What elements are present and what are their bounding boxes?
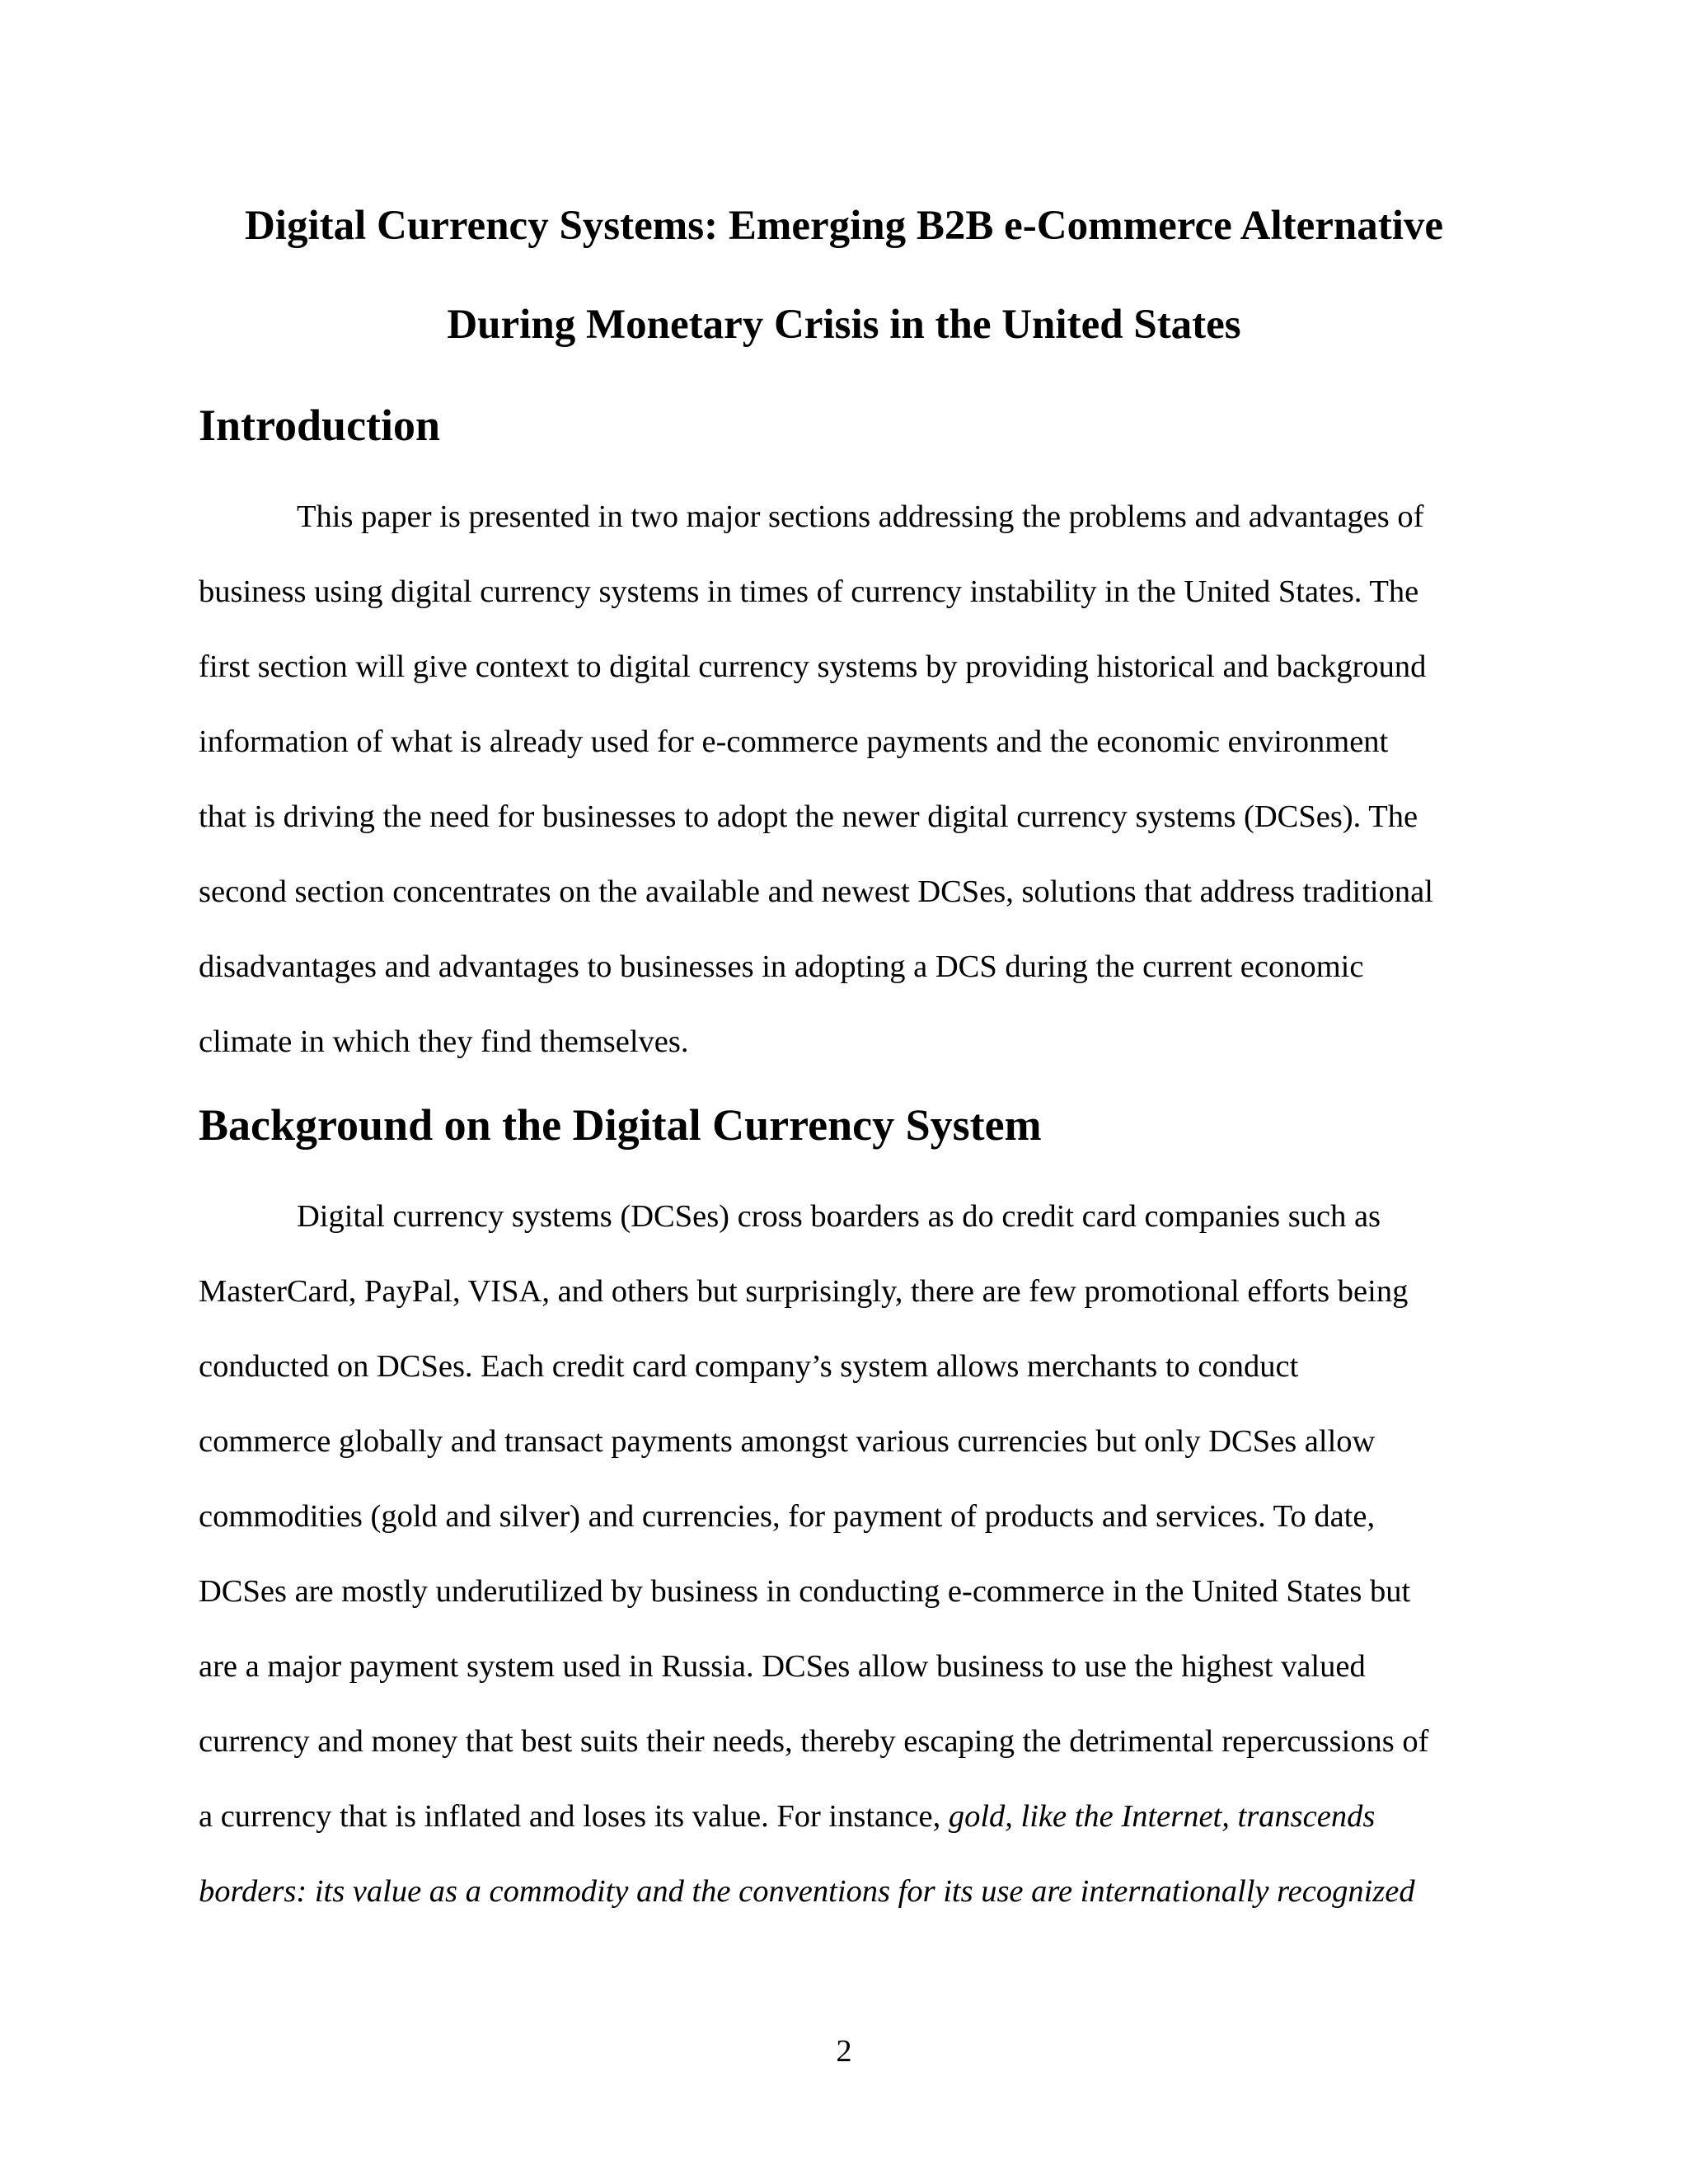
paragraph-line: second section concentrates on the available and newest DCSes, solutions that address traditional xyxy=(199,874,1433,909)
paragraph-line: first section will give context to digital currency systems by providing historical and background xyxy=(199,649,1427,684)
paragraph-line: commerce globally and transact payments amongst various currencies but only DCSes allow xyxy=(199,1424,1376,1459)
paragraph-line: information of what is already used for e-commerce payments and the economic environment xyxy=(199,724,1389,759)
paragraph-line: that is driving the need for businesses to adopt the newer digital currency systems (DCSes). The xyxy=(199,799,1418,834)
paragraph-line: MasterCard, PayPal, VISA, and others but surprisingly, there are few promotional efforts being xyxy=(199,1274,1409,1309)
section-heading-background: Background on the Digital Currency System xyxy=(199,1100,1042,1150)
title-line-1: Digital Currency Systems: Emerging B2B e-Commerce Alternative xyxy=(244,203,1444,249)
paragraph-line: currency and money that best suits their needs, thereby escaping the detrimental repercussions of xyxy=(199,1724,1429,1759)
paragraph-text-italic: gold, like the Internet, transcends xyxy=(948,1799,1376,1834)
paragraph-line: commodities (gold and silver) and currencies, for payment of products and services. To date, xyxy=(199,1499,1376,1534)
page-number: 2 xyxy=(836,2034,852,2069)
paragraph-line: business using digital currency systems in times of currency instability in the United States. The xyxy=(199,574,1419,609)
title-line-2: During Monetary Crisis in the United States xyxy=(447,302,1241,348)
paragraph-line: are a major payment system used in Russia. DCSes allow business to use the highest valued xyxy=(199,1649,1366,1684)
paragraph-line: climate in which they find themselves. xyxy=(199,1024,689,1059)
paragraph-line: Digital currency systems (DCSes) cross boarders as do credit card companies such as xyxy=(297,1199,1381,1234)
paragraph-line: conducted on DCSes. Each credit card company’s system allows merchants to conduct xyxy=(199,1349,1299,1384)
paragraph-line-italic: borders: its value as a commodity and the conventions for its use are internationally recognized xyxy=(199,1874,1415,1909)
paragraph-line-mixed xyxy=(199,1797,1375,1835)
paragraph-line: This paper is presented in two major sections addressing the problems and advantages of xyxy=(297,499,1424,534)
section-heading-introduction: Introduction xyxy=(199,401,441,450)
paragraph-line: DCSes are mostly underutilized by business in conducting e-commerce in the United States but xyxy=(199,1574,1411,1609)
paragraph-line: disadvantages and advantages to businesses in adopting a DCS during the current economic xyxy=(199,949,1364,984)
paragraph-text-regular: a currency that is inflated and loses its value. For instance, xyxy=(199,1799,949,1834)
